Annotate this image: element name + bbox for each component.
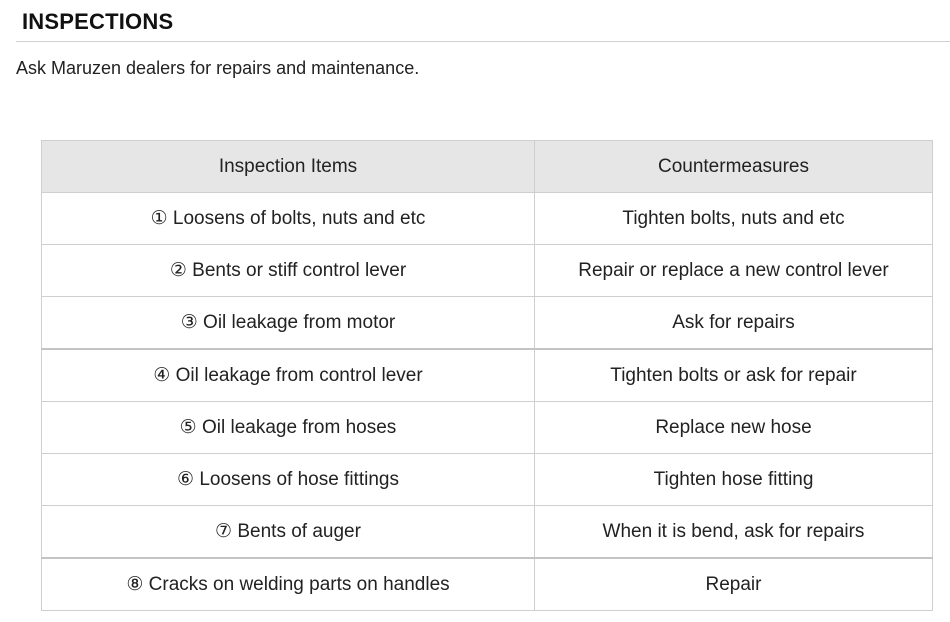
countermeasure-cell: Ask for repairs xyxy=(535,297,933,350)
table-row xyxy=(42,402,933,454)
countermeasure-cell: When it is bend, ask for repairs xyxy=(535,506,933,559)
countermeasure-cell: Replace new hose xyxy=(535,402,933,454)
countermeasure-cell: Tighten bolts or ask for repair xyxy=(535,349,933,402)
inspection-item-cell: ④ Oil leakage from control lever xyxy=(42,349,535,402)
inspection-item-cell: ⑦ Bents of auger xyxy=(42,506,535,559)
inspection-item-cell: ⑤ Oil leakage from hoses xyxy=(42,402,535,454)
table-row xyxy=(42,245,933,297)
table-row xyxy=(42,506,933,559)
countermeasure-cell: Tighten bolts, nuts and etc xyxy=(535,193,933,245)
inspection-item-cell: ② Bents or stiff control lever xyxy=(42,245,535,297)
inspection-item-cell: ⑥ Loosens of hose fittings xyxy=(42,454,535,506)
table-row xyxy=(42,558,933,611)
page-title: INSPECTIONS xyxy=(22,9,174,34)
table-row xyxy=(42,349,933,402)
inspection-item-cell: ⑧ Cracks on welding parts on handles xyxy=(42,558,535,611)
countermeasure-cell: Repair or replace a new control lever xyxy=(535,245,933,297)
heading-section xyxy=(16,0,950,42)
countermeasure-cell: Repair xyxy=(535,558,933,611)
column-header-countermeasures: Countermeasures xyxy=(535,141,933,193)
table-row xyxy=(42,193,933,245)
table-row xyxy=(42,297,933,350)
inspection-item-cell: ① Loosens of bolts, nuts and etc xyxy=(42,193,535,245)
countermeasure-cell: Tighten hose fitting xyxy=(535,454,933,506)
table-header-row xyxy=(42,141,933,193)
inspection-item-cell: ③ Oil leakage from motor xyxy=(42,297,535,350)
intro-text: Ask Maruzen dealers for repairs and maintenance. xyxy=(16,58,420,78)
table-row xyxy=(42,454,933,506)
inspection-table xyxy=(41,140,933,611)
column-header-inspection-items: Inspection Items xyxy=(42,141,535,193)
